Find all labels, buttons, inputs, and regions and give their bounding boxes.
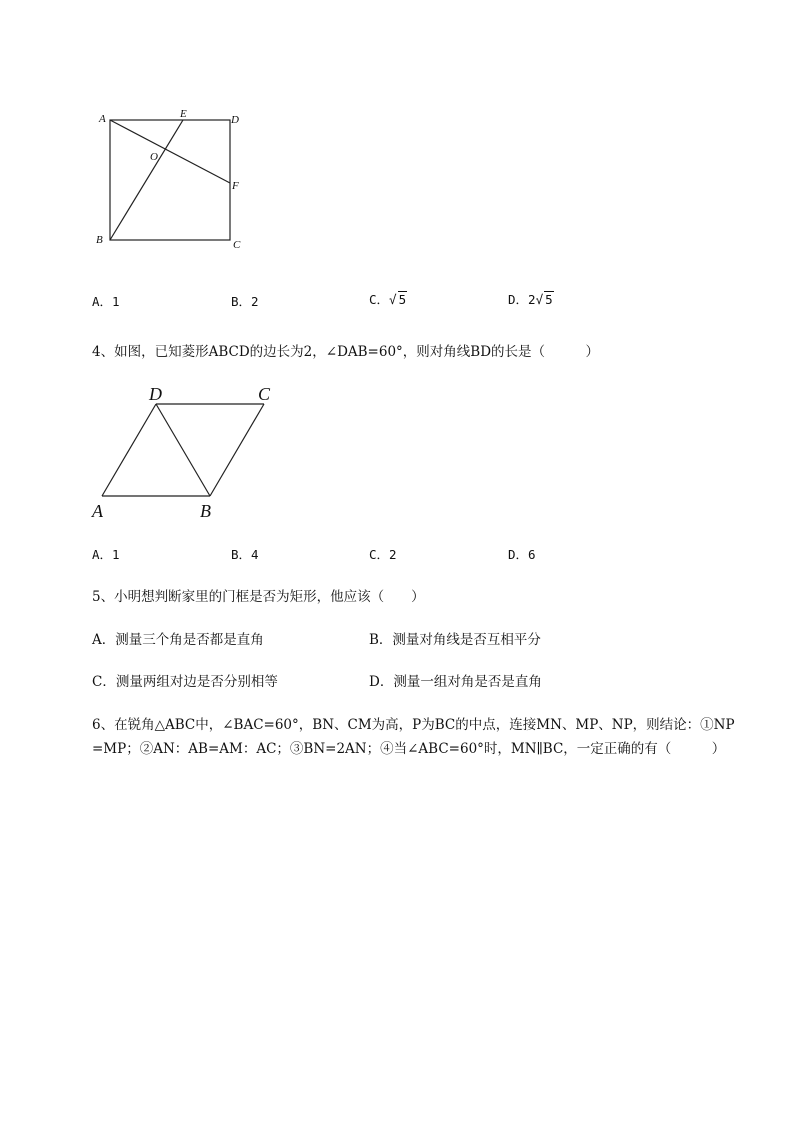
q3-option-d-prefix: D．2: [508, 292, 536, 307]
label-a: A: [99, 113, 106, 125]
label-e: E: [180, 108, 187, 120]
label-b: B: [96, 234, 103, 246]
q3-option-c: [369, 290, 407, 308]
q5-text: 5、小明想判断家里的门框是否为矩形，他应该（ ）: [92, 589, 425, 605]
q3-option-c-radicand: 5: [398, 292, 407, 307]
q5-option-c: C．测量两组对边是否分别相等: [92, 674, 278, 690]
label-d: D: [231, 114, 239, 126]
q6-text-line1: 6、在锐角△ABC中，∠BAC=60°，BN、CM为高，P为BC的中点，连接MN、MP、NP，则结论：①NP: [92, 717, 735, 733]
q3-option-d: [508, 290, 554, 308]
sqrt-symbol: √ 5: [389, 292, 407, 307]
segment-bc: [210, 404, 264, 496]
label-c: C: [233, 239, 241, 251]
rhombus-figure: [88, 380, 288, 522]
label-o: O: [150, 151, 158, 163]
q4-option-c: C．2: [369, 547, 397, 562]
segment-af: [110, 120, 230, 183]
q3-option-b: B．2: [231, 294, 259, 309]
q4-option-a: A．1: [92, 547, 120, 562]
label-c: C: [258, 384, 271, 404]
label-f: F: [232, 180, 239, 192]
q5-option-a: A．测量三个角是否都是直角: [92, 632, 264, 648]
q4-option-d: D．6: [508, 547, 536, 562]
q4-text: 4、如图，已知菱形ABCD的边长为2，∠DAB=60°，则对角线BD的长是（ ）: [92, 344, 600, 360]
q6-text-line2: =MP；②AN：AB=AM：AC；③BN=2AN；④当∠ABC=60°时，MN∥BC，一定正确的有（ ）: [92, 741, 726, 757]
label-d: D: [149, 384, 162, 404]
label-b: B: [200, 501, 211, 521]
label-a: A: [92, 501, 103, 521]
q5-option-b: B．测量对角线是否互相平分: [369, 632, 541, 648]
sqrt-symbol: √ 5: [535, 292, 553, 307]
q5-option-d: D．测量一组对角是否是直角: [369, 674, 542, 690]
q3-option-a: A．1: [92, 294, 120, 309]
square-figure: [90, 104, 260, 264]
segment-ad: [102, 404, 156, 496]
q4-option-b: B．4: [231, 547, 259, 562]
square-abcd: [110, 120, 230, 240]
diagonal-bd: [156, 404, 210, 496]
q3-option-d-radicand: 5: [545, 292, 553, 307]
segment-be: [110, 120, 183, 240]
q3-option-c-prefix: C．: [369, 292, 390, 307]
